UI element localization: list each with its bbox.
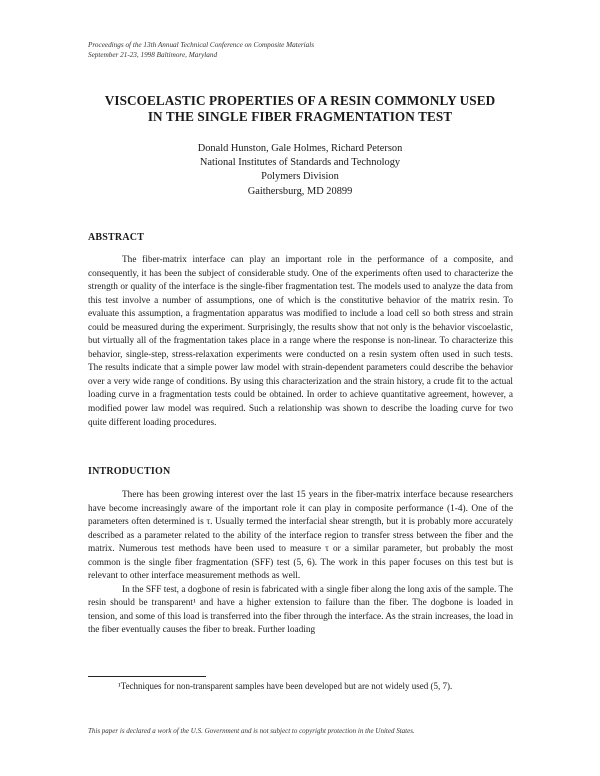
title-line-2: IN THE SINGLE FIBER FRAGMENTATION TEST: [147, 109, 453, 124]
introduction-body: [88, 489, 513, 638]
abstract-paragraph: The fiber-matrix interface can play an important role in the performance of a composite, and consequently, it has been the subject of considerable study. One of the experiments often used to characterize the strength or quality of the interface is the single-fiber fragmentation test. The models used to analyze the data from this test involve a number of assumptions, one of which is the constitutive behavior of the matrix resin. To evaluate this assumption, a fragmentation apparatus was modified to include a load cell so both stress and strain could be measured during the experiment. Surprisingly, the results show that not only is the behavior viscoelastic, but virtually all of the fragmentation takes place in a range where the response is non-linear. To characterize this behavior, single-step, stress-relaxation experiments were conducted on a resin system often used in such tests. The results indicate that a simple power law model with strain-dependent parameters could describe the behavior over a very wide range of conditions. By using this characterization and the strain history, a crude fit to the actual loading curve in a fragmentation tests could be obtained. In order to achieve quantitative agreement, however, a modified power law model was required. Such a relationship was shown to describe the loading curve for two quite different loading procedures.: [88, 255, 513, 428]
author-division: Polymers Division: [261, 171, 339, 183]
introduction-paragraph-1: There has been growing interest over the last 15 years in the fiber-matrix interface because researchers have become increasingly aware of the important role it can play in composite performance (1-4). One of the parameters often determined is τ. Usually termed the interfacial shear strength, but it is probably more accurately described as a parameter related to the ability of the interface region to transfer stress between the fiber and the matrix. Numerous test methods have been used to measure τ or a similar parameter, but probably the most common is the single fiber fragmentation (SFF) test (5, 6). The work in this paper focuses on this test but is relevant to other interface measurement methods as well.: [88, 490, 513, 582]
abstract-heading: ABSTRACT: [88, 232, 145, 243]
introduction-heading: INTRODUCTION: [88, 466, 171, 477]
abstract-body: [88, 254, 513, 430]
paper-title: [60, 93, 540, 125]
proceedings-header: [88, 40, 314, 60]
introduction-paragraph-2: In the SFF test, a dogbone of resin is fabricated with a single fiber along the long axis of the sample. The resin should be transparent¹ and have a higher extension to failure than the fiber. The dogbone is loaded in tension, and some of this load is transferred into the fiber through the interface. As the strain increases, the load in the fiber eventually causes the fiber to break. Further loading: [88, 584, 513, 636]
author-names: Donald Hunston, Gale Holmes, Richard Peterson: [197, 143, 403, 154]
footnote: ¹Techniques for non-transparent samples have been developed but are not widely used (5, 7).: [118, 681, 453, 691]
proceedings-line-1: Proceedings of the 13th Annual Technical Conference on Composite Materials: [88, 41, 315, 49]
proceedings-line-2: September 21-23, 1998 Baltimore, Maryland: [88, 51, 218, 59]
copyright-footer: This paper is declared a work of the U.S. Government and is not subject to copyright protection in the United States.: [88, 727, 415, 735]
author-location: Gaithersburg, MD 20899: [247, 185, 353, 197]
title-line-1: VISCOELASTIC PROPERTIES OF A RESIN COMMONLY USED: [104, 93, 496, 108]
footnote-rule: [88, 676, 206, 677]
author-institution: National Institutes of Standards and Technology: [199, 157, 401, 169]
author-block: [150, 142, 450, 199]
